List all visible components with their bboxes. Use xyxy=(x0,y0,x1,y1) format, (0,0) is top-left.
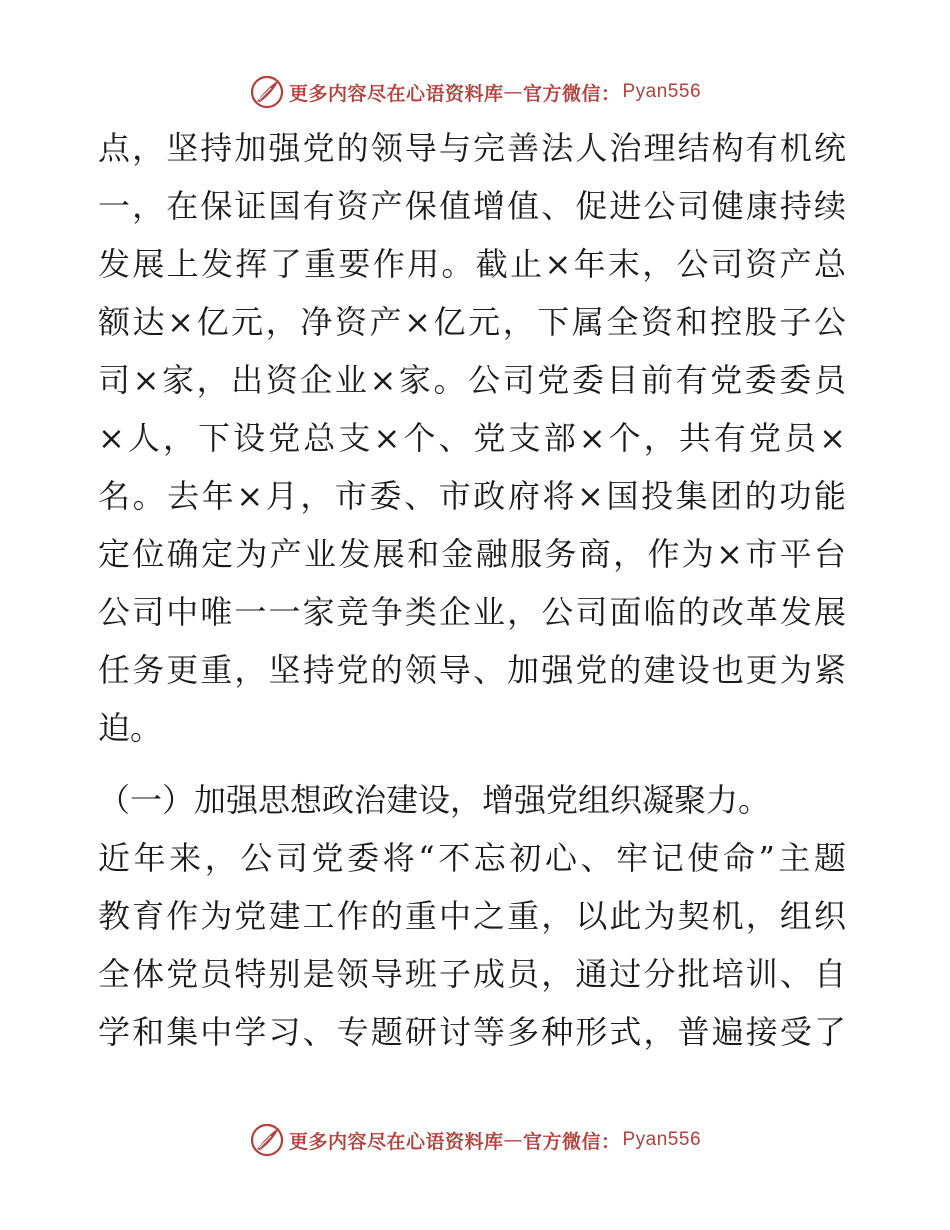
text-line: 迫。 xyxy=(98,709,163,747)
section-heading: （一）加强思想政治建设，增强党组织凝聚力。 xyxy=(98,781,771,819)
banner-account: Pyan556 xyxy=(622,1129,702,1150)
header-banner xyxy=(0,72,950,112)
text-line: 定位确定为产业发展和金融服务商，作为×市平台 xyxy=(98,535,846,573)
text-line: 近年来，公司党委将“不忘初心、牢记使命”主题 xyxy=(98,839,846,877)
feather-pen-logo-icon xyxy=(249,74,285,110)
text-line: 名。去年×月，市委、市政府将×国投集团的功能 xyxy=(98,477,846,515)
text-line: 司×家，出资企业×家。公司党委目前有党委委员 xyxy=(98,361,846,399)
text-line: 教育作为党建工作的重中之重，以此为契机，组织 xyxy=(98,897,846,935)
banner-account: Pyan556 xyxy=(622,81,702,102)
text-line: 一，在保证国有资产保值增值、促进公司健康持续 xyxy=(98,187,846,225)
text-line: 全体党员特别是领导班子成员，通过分批培训、自 xyxy=(98,955,846,993)
banner-site-text: 更多内容尽在心语资料库 xyxy=(288,1130,504,1153)
document-body xyxy=(98,119,858,1061)
text-line: 学和集中学习、专题研讨等多种形式，普遍接受了 xyxy=(98,1013,846,1051)
banner-separator: — xyxy=(503,1129,523,1151)
paragraph-1 xyxy=(98,119,858,757)
text-line: 额达×亿元，净资产×亿元，下属全资和控股子公 xyxy=(98,303,846,341)
text-line: 点，坚持加强党的领导与完善法人治理结构有机统 xyxy=(98,129,846,167)
paragraph-2 xyxy=(98,829,858,1061)
banner-site-text: 更多内容尽在心语资料库 xyxy=(288,82,504,105)
footer-banner xyxy=(0,1120,950,1160)
text-line: 发展上发挥了重要作用。截止×年末，公司资产总 xyxy=(98,245,846,283)
banner-account-label: 官方微信： xyxy=(522,82,621,105)
feather-pen-logo-icon xyxy=(249,1122,285,1158)
text-line: ×人，下设党总支×个、党支部×个，共有党员× xyxy=(98,419,846,457)
banner-account-label: 官方微信： xyxy=(522,1130,621,1153)
text-line: 任务更重，坚持党的领导、加强党的建设也更为紧 xyxy=(98,651,846,689)
banner-separator: — xyxy=(503,81,523,103)
text-line: 公司中唯一一家竞争类企业，公司面临的改革发展 xyxy=(98,593,846,631)
